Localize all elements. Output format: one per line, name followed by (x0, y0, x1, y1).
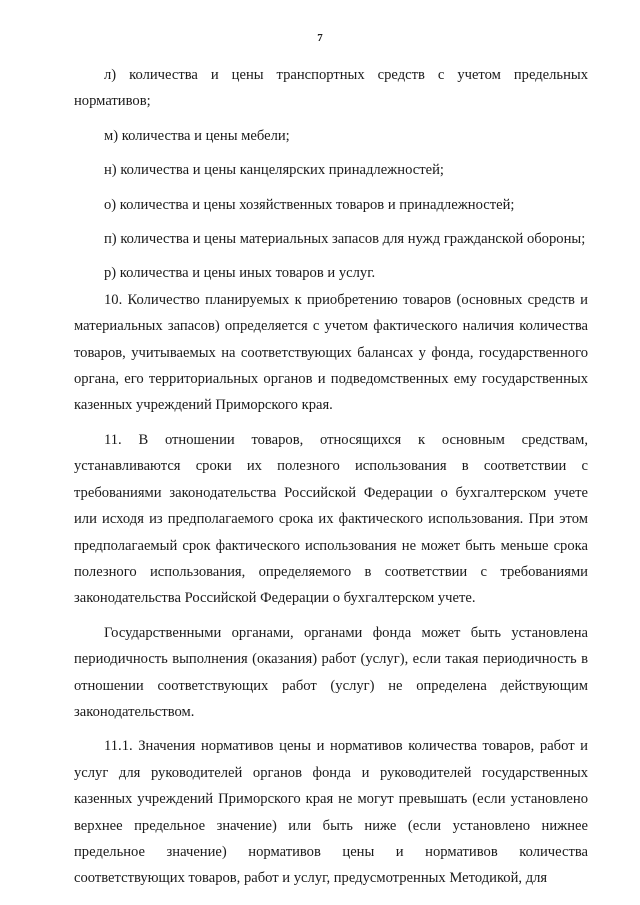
paragraph-11-1: 11.1. Значения нормативов цены и нормативов количества товаров, работ и услуг для руководителей органов фонда и руководителей государственных казенных учреждений Приморского края не могут превышать (если установлено верхнее предельное значение) или быть ниже (если установлено нижнее предельное значение) нормативов цены и нормативов количества соответствующих товаров, работ и услуг, предусмотренных Методикой, для (74, 738, 588, 887)
paragraph-10: 10. Количество планируемых к приобретению товаров (основных средств и материальных запасов) определяется с учетом фактического наличия количества товаров, учитываемых на соответствующих балансах у фонда, государственного органа, его территориальных органов и подведомственных ему государственных казенных учреждений Приморского края. (74, 291, 588, 414)
paragraph-11: 11. В отношении товаров, относящихся к основным средствам, устанавливаются сроки их полезного использования в соответствии с требованиями законодательства Российской Федерации о бухгалтерском учете или исходя из предполагаемого срока их фактического использования. При этом предполагаемый срок фактического использования не может быть меньше срока полезного использования, определяемого в соответствии с требованиями законодательства Российской Федерации о бухгалтерском учете. (74, 431, 588, 607)
paragraph-11-continuation: Государственными органами, органами фонда может быть установлена периодичность выполнения (оказания) работ (услуг), если такая периодичность в отношении соответствующих работ (услуг) не определена действующим законодательством. (74, 624, 588, 720)
page-number: 7 (317, 32, 323, 44)
paragraph-item-n: н) количества и цены канцелярских принадлежностей; (104, 162, 444, 179)
paragraph-item-l: л) количества и цены транспортных средств с учетом предельных нормативов; (74, 67, 588, 110)
document-body (74, 62, 588, 892)
paragraph-item-p: п) количества и цены материальных запасов для нужд гражданской обороны; (104, 231, 586, 248)
paragraph-item-o: о) количества и цены хозяйственных товаров и принадлежностей; (104, 196, 515, 213)
paragraph-item-r: р) количества и цены иных товаров и услуг. (104, 265, 376, 282)
paragraph-item-m: м) количества и цены мебели; (104, 127, 290, 144)
